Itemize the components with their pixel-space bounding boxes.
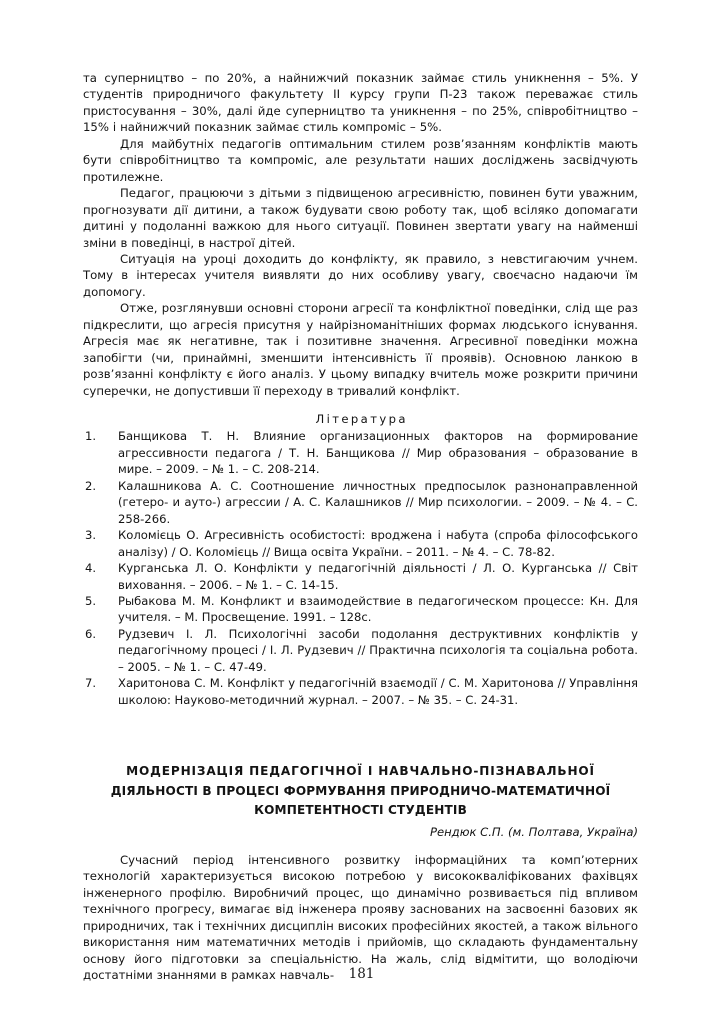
article-title: [83, 762, 638, 820]
references-list: [83, 428, 638, 708]
paragraph: Отже, розглянувши основні сторони агресії та конфліктної поведінки, слід ще раз підкреслити, що агресія присутня у найрізноманітніших формах людського існування. Агресія має як негативне, так і позитивне значення. Агресивної поведінки можна запобігти (чи, принаймні, зменшити інтенсивність її проявів). Основною ланкою в розв’язанні конфлікту є його аналіз. У цьому випадку вчитель може розкрити причини суперечки, не допустивши її переходу в тривалий конфлікт.: [83, 301, 638, 398]
reference-item: [83, 527, 638, 560]
reference-number: 6.: [85, 626, 97, 641]
reference-text: Курганська Л. О. Конфлікти у педагогічній діяльності / Л. О. Курганська // Світ виховання. – 2006. – № 1. – С. 14-15.: [118, 561, 638, 592]
reference-number: 5.: [85, 594, 97, 608]
reference-text: Рудзевич І. Л. Психологічні засоби подолання деструктивних конфліктів у педагогічному процесі / І. Л. Рудзевич // Практична психологія та соціальна робота. – 2005. – № 1. – С. 47-49.: [118, 626, 638, 674]
reference-text: Калашникова А. С. Соотношение личностных предпосылок разнонаправленной (гетеро- и ауто-) агрессии / А. С. Калашников // Мир психологии. – 2009. – № 4. – С. 258-266.: [118, 478, 638, 526]
paragraph-continuation: та суперництво – по 20%, а найнижчий показник займає стиль уникнення – 5%. У студентів природничого факультету II курсу групи П-23 також переважає стиль пристосування – 30%, далі йде суперництво та уникнення – по 25%, співробітництво – 15% і найнижчий показник займає стиль компроміс – 5%.: [83, 71, 638, 135]
paragraph: Ситуація на уроці доходить до конфлікту, як правило, з невстигаючим учнем. Тому в інтересах учителя виявляти до них особливу увагу, своєчасно надаючи їм допомогу.: [83, 251, 638, 299]
reference-item: [83, 560, 638, 593]
paragraph: Сучасний період інтенсивного розвитку інформаційних та комп’ютерних технологій характеризується високою потребою у висококваліфікованих фахівцях інженерного профілю. Виробничий процес, що динамічно розвивається під впливом технічного прогресу, вимагає від інженера прояву заснованих на засвоєнні базових як природничих, так і технічних дисциплін високих професійних якостей, а також вільного використання ним математичних методів і прийомів, що складають фундаментальну основу його підготовки за спеціальністю. На жаль, слід відмітити, що володіючи достатніми знаннями в рамках навчаль-: [83, 852, 638, 982]
reference-text: Харитонова С. М. Конфлікт у педагогічній взаємодії / С. М. Харитонова // Управління школою: Науково-методичний журнал. – 2007. – № 35. – С. 24-31.: [118, 676, 638, 707]
reference-item: [83, 428, 638, 477]
article-author: Рендюк С.П. (м. Полтава, Україна): [429, 825, 638, 840]
reference-number: 3.: [85, 528, 97, 543]
reference-text: Рыбакова М. М. Конфликт и взаимодействие в педагогическом процессе: Кн. Для учителя. – М. Просвещение. 1991. – 128с.: [118, 594, 638, 625]
paragraph: Педагог, працюючи з дітьми з підвищеною агресивністю, повинен бути уважним, прогнозувати дії дитини, а також будувати свою роботу так, щоб всіляко допомагати дитині у подоланні важкою для нього ситуації. Повинен звертати увагу на найменші зміни в поведінці, в настрої дітей.: [83, 186, 638, 250]
references-heading: Література: [315, 412, 408, 427]
reference-item: [83, 593, 638, 626]
reference-item: [83, 478, 638, 527]
article-title-line-1: МОДЕРНІЗАЦІЯ ПЕДАГОГІЧНОЇ І НАВЧАЛЬНО-ПІЗНАВАЛЬНОЇ: [126, 764, 595, 779]
reference-item: [83, 675, 638, 708]
reference-item: [83, 626, 638, 675]
page-number: 181: [348, 966, 375, 982]
page-content-column: [83, 70, 638, 983]
reference-number: 4.: [85, 561, 97, 576]
article-title-line-2: ДІЯЛЬНОСТІ В ПРОЦЕСІ ФОРМУВАННЯ ПРИРОДНИЧО-МАТЕМАТИЧНОЇ: [110, 783, 611, 798]
article-title-line-3: КОМПЕТЕНТНОСТІ СТУДЕНТІВ: [254, 802, 467, 817]
previous-article-body: [83, 70, 638, 399]
reference-number: 1.: [85, 429, 97, 444]
paragraph: Для майбутніх педагогів оптимальним стилем розв’язанням конфліктів мають бути співробітництво та компроміс, але результати наших досліджень засвідчують протилежне.: [83, 136, 638, 184]
reference-text: Коломієць О. Агресивність особистості: вроджена і набута (спроба філософського аналізу) / О. Коломієць // Вища освіта України. – 2011. – № 4. – С. 78-82.: [118, 528, 638, 559]
next-article-body: [83, 852, 638, 984]
reference-number: 7.: [85, 676, 97, 691]
reference-number: 2.: [85, 478, 97, 493]
reference-text: Банщикова Т. Н. Влияние организационных факторов на формирование агрессивности педагога / Т. Н. Банщикова // Мир образования – образование в мире. – 2009. – № 1. – С. 208-214.: [118, 429, 638, 477]
